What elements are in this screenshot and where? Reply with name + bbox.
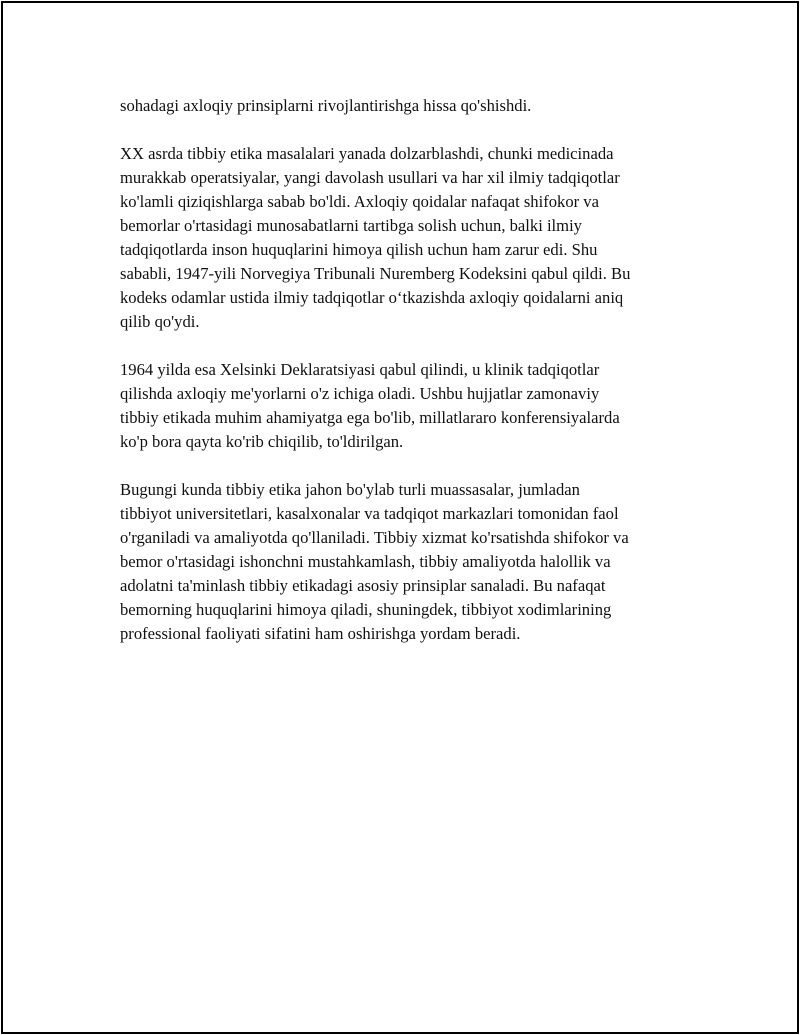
text-line: o'rganiladi va amaliyotda qo'llaniladi. Tibbiy xizmat ko'rsatishda shifokor va bbox=[120, 528, 629, 547]
text-line: bemorning huquqlarini himoya qiladi, shuningdek, tibbiyot xodimlarining bbox=[120, 600, 612, 619]
text-line: bemor o'rtasidagi ishonchni mustahkamlash, tibbiy amaliyotda halollik va bbox=[120, 552, 611, 571]
paragraph-3 bbox=[120, 358, 690, 454]
text-line: professional faoliyati sifatini ham oshirishga yordam beradi. bbox=[120, 624, 521, 643]
paragraph-2 bbox=[120, 142, 690, 334]
paragraph-4 bbox=[120, 478, 690, 646]
text-line: tibbiyot universitetlari, kasalxonalar va tadqiqot markazlari tomonidan faol bbox=[120, 504, 619, 523]
document-page bbox=[1, 1, 799, 1034]
text-line: tibbiy etikada muhim ahamiyatga ega bo'lib, millatlararo konferensiyalarda bbox=[120, 408, 620, 427]
text-line: Bugungi kunda tibbiy etika jahon bo'ylab turli muassasalar, jumladan bbox=[120, 480, 580, 499]
text-line: XX asrda tibbiy etika masalalari yanada dolzarblashdi, chunki medicinada bbox=[120, 144, 614, 163]
text-line: ko'lamli qiziqishlarga sabab bo'ldi. Axloqiy qoidalar nafaqat shifokor va bbox=[120, 192, 599, 211]
text-line: qilib qo'ydi. bbox=[120, 312, 200, 331]
text-line: kodeks odamlar ustida ilmiy tadqiqotlar o‘tkazishda axloqiy qoidalarni aniq bbox=[120, 288, 624, 307]
document-body bbox=[120, 94, 690, 670]
text-line: sababli, 1947-yili Norvegiya Tribunali Nuremberg Kodeksini qabul qildi. Bu bbox=[120, 264, 631, 283]
text-line: bemorlar o'rtasidagi munosabatlarni tartibga solish uchun, balki ilmiy bbox=[120, 216, 582, 235]
text-line: ko'p bora qayta ko'rib chiqilib, to'ldirilgan. bbox=[120, 432, 404, 451]
text-line: tadqiqotlarda inson huquqlarini himoya qilish uchun ham zarur edi. Shu bbox=[120, 240, 598, 259]
text-line: qilishda axloqiy me'yorlarni o'z ichiga oladi. Ushbu hujjatlar zamonaviy bbox=[120, 384, 600, 403]
text-line: adolatni ta'minlash tibbiy etikadagi asosiy prinsiplar sanaladi. Bu nafaqat bbox=[120, 576, 606, 595]
paragraph-1 bbox=[120, 94, 690, 118]
text-line: murakkab operatsiyalar, yangi davolash usullari va har xil ilmiy tadqiqotlar bbox=[120, 168, 620, 187]
text-line: sohadagi axloqiy prinsiplarni rivojlantirishga hissa qo'shishdi. bbox=[120, 96, 532, 115]
text-line: 1964 yilda esa Xelsinki Deklaratsiyasi qabul qilindi, u klinik tadqiqotlar bbox=[120, 360, 600, 379]
